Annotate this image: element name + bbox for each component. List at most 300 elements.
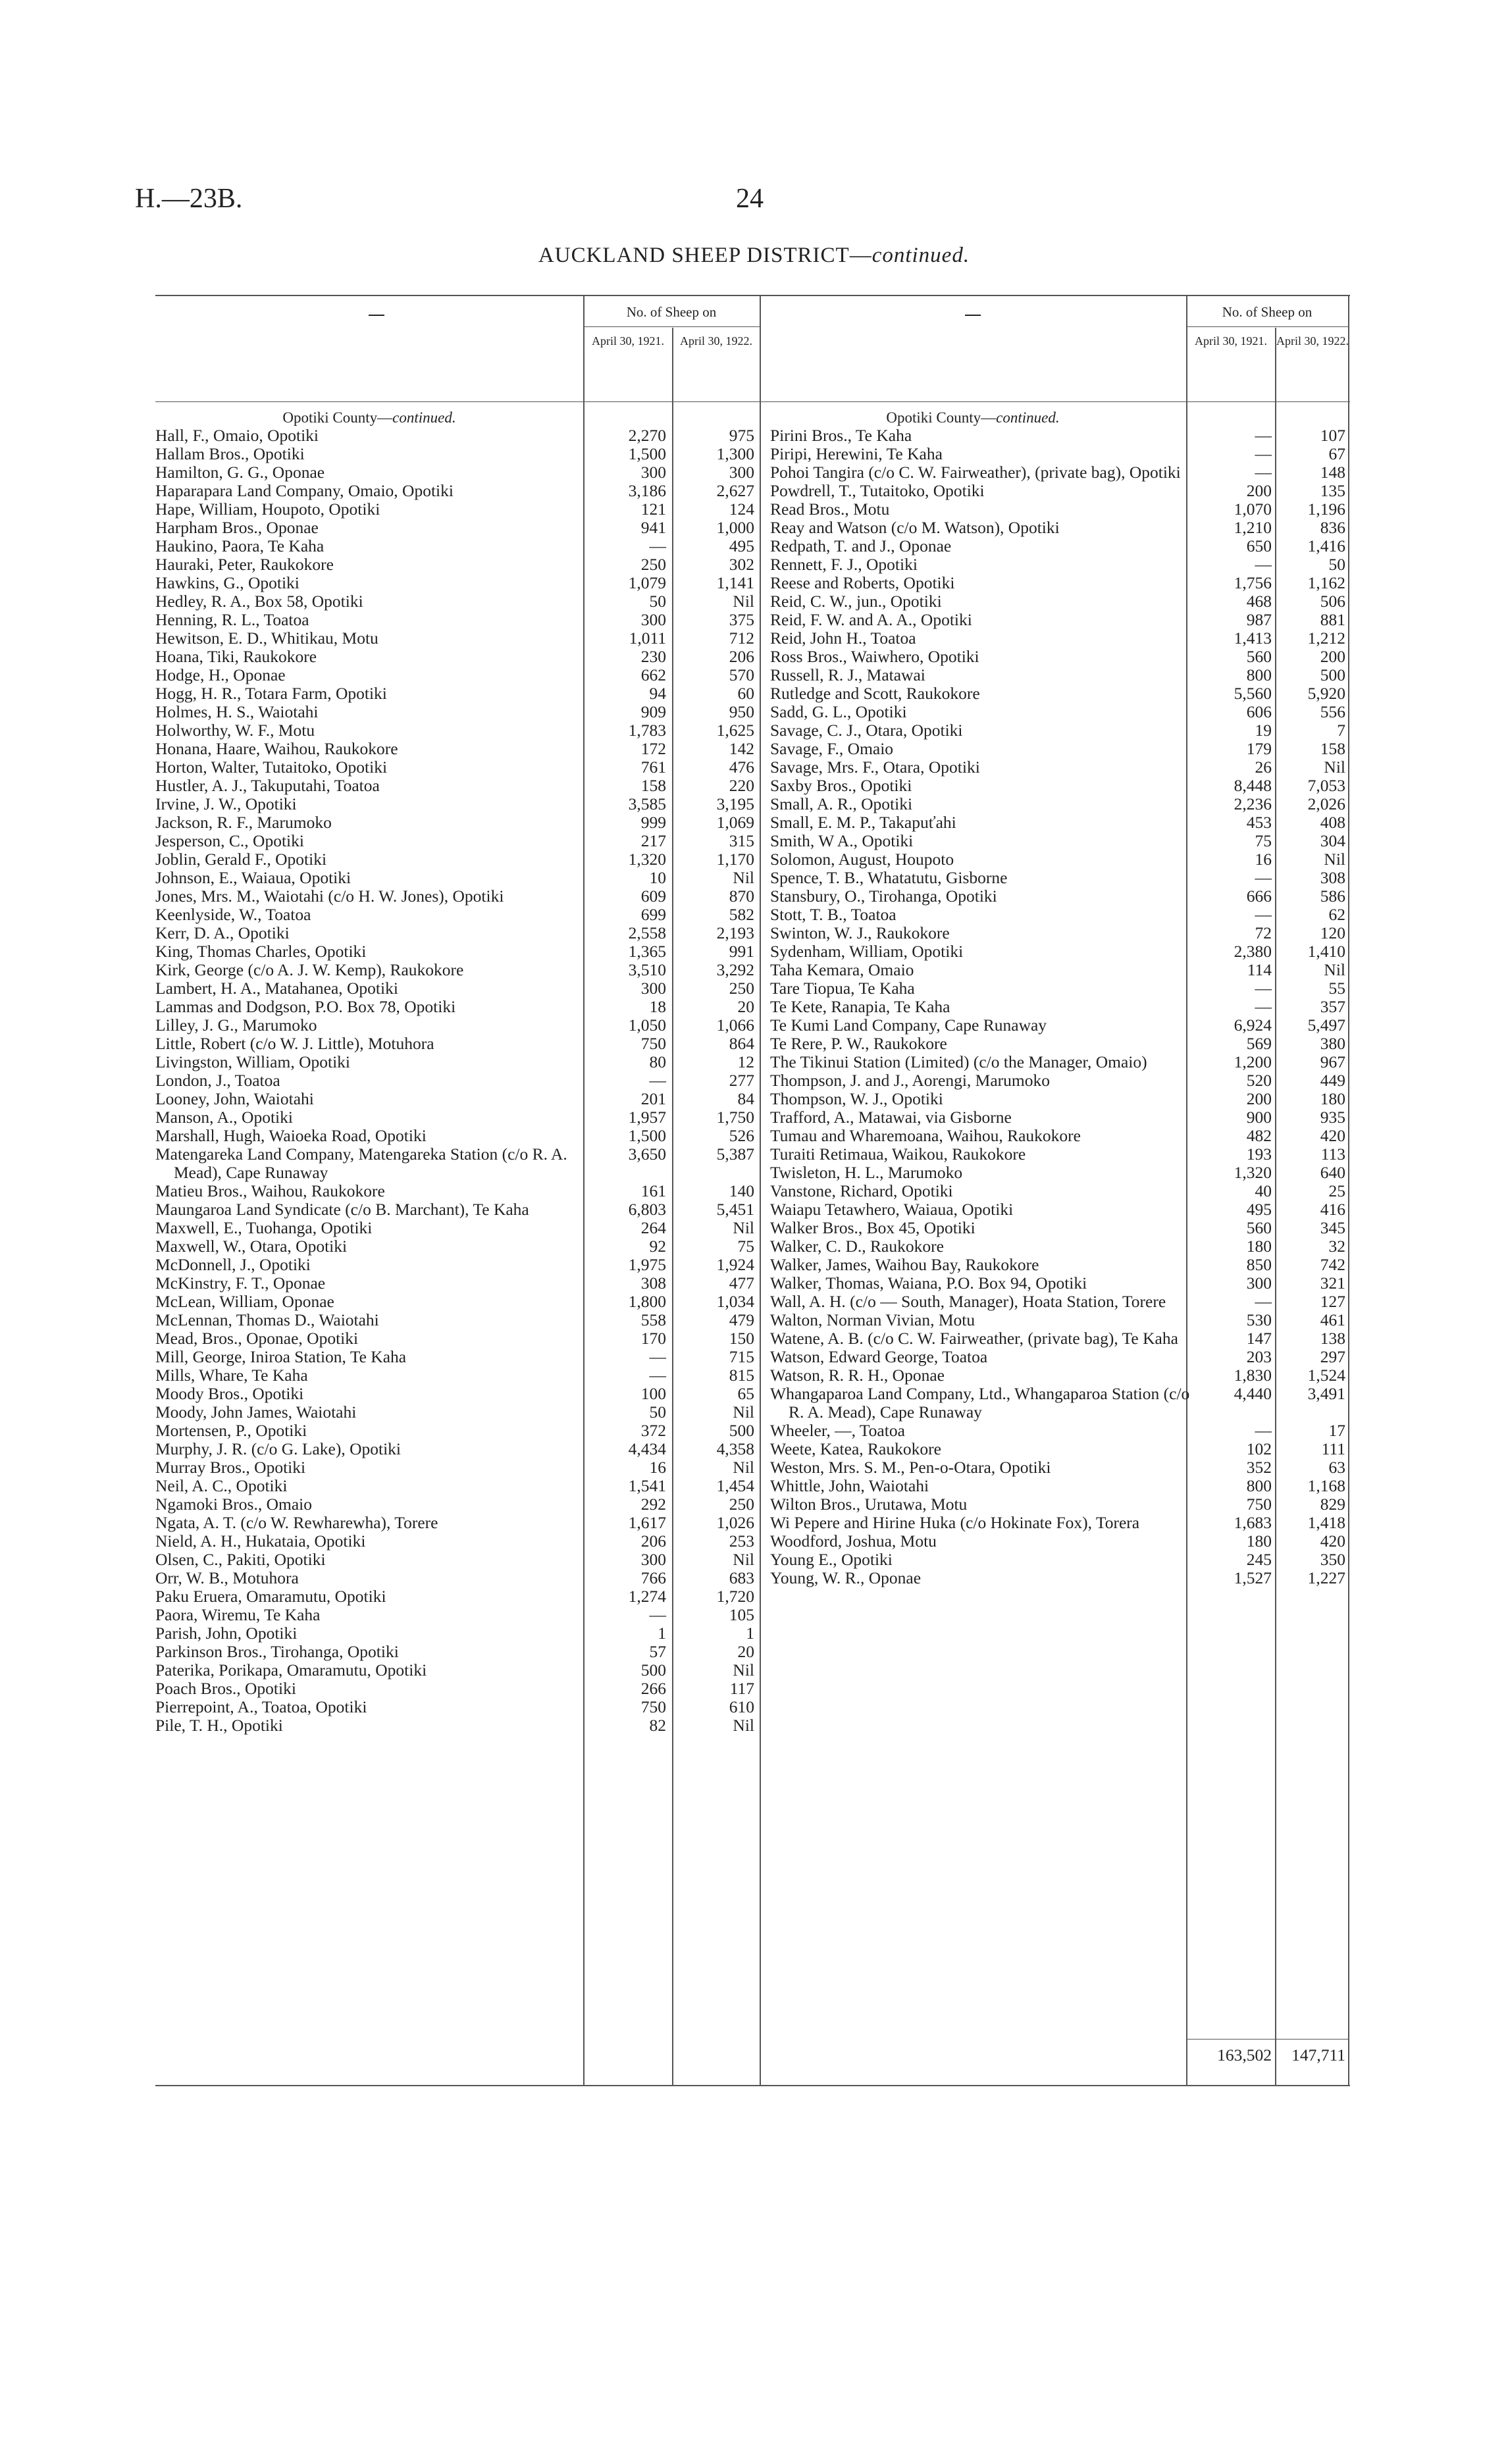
sheep-1921: 1,274 xyxy=(628,1587,666,1606)
table-row xyxy=(155,1458,760,1477)
sheep-1922: 1,454 xyxy=(716,1476,754,1495)
table-row xyxy=(155,1403,760,1422)
table-row xyxy=(770,1385,1349,1422)
sheep-1921: 2,270 xyxy=(628,426,666,445)
sheep-1922: Nil xyxy=(733,592,754,611)
sheep-1921: 200 xyxy=(1246,481,1272,500)
entry-name: Jesperson, C., Opotiki xyxy=(155,831,304,850)
sheep-1921: 500 xyxy=(640,1660,666,1680)
sheep-1922: 420 xyxy=(1320,1531,1345,1551)
entry-name: Haparapara Land Company, Omaio, Opotiki xyxy=(155,481,454,500)
table-row xyxy=(770,1182,1349,1200)
table-row xyxy=(155,666,760,684)
entry-name: Holworthy, W. F., Motu xyxy=(155,721,315,740)
table-row xyxy=(770,1311,1349,1329)
table-row xyxy=(155,445,760,463)
sheep-1922: 142 xyxy=(729,739,754,758)
sheep-1922: 556 xyxy=(1320,702,1345,721)
sheep-1921: 26 xyxy=(1255,757,1272,777)
sheep-1921: 766 xyxy=(640,1568,666,1587)
entry-name: McDonnell, J., Opotiki xyxy=(155,1255,311,1274)
table-row xyxy=(155,906,760,924)
entry-name: Tare Tiopua, Te Kaha xyxy=(770,979,915,998)
table-row xyxy=(770,426,1349,445)
entry-name: Walker, Thomas, Waiana, P.O. Box 94, Opotiki xyxy=(770,1273,1087,1293)
sheep-1922: 500 xyxy=(1320,665,1345,684)
entry-name: Watson, Edward George, Toatoa xyxy=(770,1347,988,1366)
title-continued: continued. xyxy=(871,244,970,267)
page-title xyxy=(0,244,1508,268)
sheep-1921: 1,320 xyxy=(628,850,666,869)
right-county-continued: continued. xyxy=(996,409,1060,426)
table-row xyxy=(770,777,1349,795)
sheep-1921: — xyxy=(1255,426,1272,445)
table-row xyxy=(770,869,1349,887)
sheep-1921: 80 xyxy=(649,1052,666,1071)
sheep-1922: 1,000 xyxy=(716,518,754,537)
entry-name: Redpath, T. and J., Oponae xyxy=(770,536,952,555)
entry-name: Paterika, Porikapa, Omaramutu, Opotiki xyxy=(155,1660,427,1680)
sheep-1922: 113 xyxy=(1320,1144,1345,1164)
right-header-dash xyxy=(965,315,981,316)
sheep-1922: 495 xyxy=(729,536,754,555)
sheep-1922: Nil xyxy=(733,1402,754,1422)
sheep-1921: 1 xyxy=(658,1624,666,1643)
table-row xyxy=(770,648,1349,666)
entry-name: Solomon, August, Houpoto xyxy=(770,850,954,869)
sheep-1921: 558 xyxy=(640,1310,666,1329)
table-row xyxy=(155,1256,760,1274)
table-row xyxy=(155,463,760,482)
sheep-1922: Nil xyxy=(733,1458,754,1477)
sheep-1921: 1,070 xyxy=(1234,500,1272,519)
sheep-1922: Nil xyxy=(1324,850,1345,869)
sheep-1922: 1,625 xyxy=(716,721,754,740)
table-row xyxy=(155,1422,760,1440)
table-row xyxy=(770,961,1349,979)
entry-name: Reay and Watson (c/o M. Watson), Opotiki xyxy=(770,518,1060,537)
entry-name: Haukino, Paora, Te Kaha xyxy=(155,536,325,555)
entry-name: Lilley, J. G., Marumoko xyxy=(155,1015,317,1035)
entry-name: Wilton Bros., Urutawa, Motu xyxy=(770,1495,968,1514)
sheep-1922: Nil xyxy=(1324,757,1345,777)
sheep-1921: 800 xyxy=(1246,1476,1272,1495)
sheep-1921: — xyxy=(1255,1421,1272,1440)
entry-name: Lambert, H. A., Matahanea, Opotiki xyxy=(155,979,398,998)
sheep-1921: 102 xyxy=(1246,1439,1272,1458)
sheep-1922: 63 xyxy=(1328,1458,1345,1477)
table-row xyxy=(155,500,760,519)
sheep-1921: — xyxy=(1255,868,1272,887)
sheep-1922: 1,141 xyxy=(716,573,754,592)
left-entries xyxy=(155,426,760,1735)
sheep-1922: 250 xyxy=(729,1495,754,1514)
table-row xyxy=(155,1716,760,1735)
entry-name: Whittle, John, Waiotahi xyxy=(770,1476,929,1495)
table-row xyxy=(155,1108,760,1127)
sheep-1922: 180 xyxy=(1320,1089,1345,1108)
sheep-1921: 82 xyxy=(649,1716,666,1735)
sheep-1922: 1,416 xyxy=(1307,536,1345,555)
sheep-1921: 1,541 xyxy=(628,1476,666,1495)
entry-name: Olsen, C., Pakiti, Opotiki xyxy=(155,1550,326,1569)
sheep-1922: 308 xyxy=(1320,868,1345,887)
sheep-1921: 4,434 xyxy=(628,1439,666,1458)
entry-name: McKinstry, F. T., Oponae xyxy=(155,1273,326,1293)
table-row xyxy=(770,1164,1349,1182)
table-row xyxy=(155,592,760,611)
entry-name: Rutledge and Scott, Raukokore xyxy=(770,684,980,703)
left-county-name: Opotiki County— xyxy=(282,409,393,426)
table-row xyxy=(155,1661,760,1680)
sheep-1921: 850 xyxy=(1246,1255,1272,1274)
table-row xyxy=(770,1053,1349,1071)
sheep-1922: 7 xyxy=(1337,721,1345,740)
total-1922: 147,711 xyxy=(1291,2045,1345,2065)
entry-name: Walker, James, Waihou Bay, Raukokore xyxy=(770,1255,1039,1274)
sheep-1922: 120 xyxy=(1320,923,1345,942)
sheep-1921: 180 xyxy=(1246,1237,1272,1256)
sheep-1921: 900 xyxy=(1246,1108,1272,1127)
entry-name: Jackson, R. F., Marumoko xyxy=(155,813,332,832)
entry-name: Moody Bros., Opotiki xyxy=(155,1384,304,1403)
sheep-1922: 1,168 xyxy=(1307,1476,1345,1495)
entry-name: Pile, T. H., Opotiki xyxy=(155,1716,283,1735)
sheep-1922: 20 xyxy=(737,1642,754,1661)
entry-name: Little, Robert (c/o W. J. Little), Motuhora xyxy=(155,1034,434,1053)
table-bottom-rule xyxy=(155,2085,1350,2086)
table-row xyxy=(770,592,1349,611)
sheep-1922: 1,720 xyxy=(716,1587,754,1606)
table-row xyxy=(770,721,1349,740)
sheep-1921: 1,527 xyxy=(1234,1568,1272,1587)
sheep-1922: 1,026 xyxy=(716,1513,754,1532)
entry-name: Livingston, William, Opotiki xyxy=(155,1052,351,1071)
table-row xyxy=(155,1237,760,1256)
sheep-1921: 3,650 xyxy=(628,1144,666,1164)
sheep-1922: 117 xyxy=(729,1679,754,1698)
entry-name: Jones, Mrs. M., Waiotahi (c/o H. W. Jones), Opotiki xyxy=(155,886,504,906)
sheep-1921: — xyxy=(649,1366,666,1385)
table-row xyxy=(770,795,1349,813)
table-row xyxy=(155,887,760,906)
sheep-1921: 800 xyxy=(1246,665,1272,684)
table-row xyxy=(770,703,1349,721)
sheep-1922: 1,066 xyxy=(716,1015,754,1035)
sheep-1922: Nil xyxy=(1324,960,1345,979)
entry-name: Mills, Whare, Te Kaha xyxy=(155,1366,308,1385)
table-row xyxy=(770,629,1349,648)
table-row xyxy=(155,813,760,832)
entry-name: Wall, A. H. (c/o — South, Manager), Hoata Station, Torere xyxy=(770,1292,1166,1311)
sheep-1922: 2,193 xyxy=(716,923,754,942)
entry-name: King, Thomas Charles, Opotiki xyxy=(155,942,367,961)
sheep-1921: 1,210 xyxy=(1234,518,1272,537)
entry-name: Matieu Bros., Waihou, Raukokore xyxy=(155,1181,385,1200)
sheep-1922: 206 xyxy=(729,647,754,666)
sheep-1921: 495 xyxy=(1246,1200,1272,1219)
entry-name: Mortensen, P., Opotiki xyxy=(155,1421,307,1440)
entry-name: Pierrepoint, A., Toatoa, Opotiki xyxy=(155,1697,367,1716)
sheep-1922: 640 xyxy=(1320,1163,1345,1182)
table-row xyxy=(155,574,760,592)
table-row xyxy=(155,1071,760,1090)
entry-name: Thompson, J. and J., Aorengi, Marumoko xyxy=(770,1071,1050,1090)
entry-name: Honana, Haare, Waihou, Raukokore xyxy=(155,739,398,758)
sheep-1922: 991 xyxy=(729,942,754,961)
table-row xyxy=(770,1035,1349,1053)
table-row xyxy=(155,1698,760,1716)
entry-name: Tumau and Wharemoana, Waihou, Raukokore xyxy=(770,1126,1081,1145)
entry-name: Trafford, A., Matawai, via Gisborne xyxy=(770,1108,1012,1127)
sheep-1922: 479 xyxy=(729,1310,754,1329)
entry-name: Savage, C. J., Otara, Opotiki xyxy=(770,721,963,740)
page-number: 24 xyxy=(736,184,764,214)
sheep-1921: 200 xyxy=(1246,1089,1272,1108)
entry-name: Murphy, J. R. (c/o G. Lake), Opotiki xyxy=(155,1439,401,1458)
entry-name: Parish, John, Opotiki xyxy=(155,1624,298,1643)
table-row xyxy=(770,537,1349,555)
sheep-1921: 72 xyxy=(1255,923,1272,942)
sheep-1922: Nil xyxy=(733,1660,754,1680)
table-row xyxy=(155,1643,760,1661)
table-row xyxy=(155,832,760,850)
sheep-1921: 560 xyxy=(1246,647,1272,666)
sheep-1921: 193 xyxy=(1246,1144,1272,1164)
sheep-1922: 200 xyxy=(1320,647,1345,666)
table-row xyxy=(770,1551,1349,1569)
entry-name: Hallam Bros., Opotiki xyxy=(155,444,305,463)
sheep-1922: 300 xyxy=(729,463,754,482)
sheep-1921: 1,957 xyxy=(628,1108,666,1127)
sheep-1921: 1,079 xyxy=(628,573,666,592)
sheep-1921: 750 xyxy=(640,1034,666,1053)
entry-name: Hustler, A. J., Takuputahi, Toatoa xyxy=(155,776,380,795)
entry-name: Ngamoki Bros., Omaio xyxy=(155,1495,312,1514)
sheep-1922: 158 xyxy=(1320,739,1345,758)
sheep-1922: 1 xyxy=(746,1624,754,1643)
sheep-1922: 408 xyxy=(1320,813,1345,832)
sheep-1921: 666 xyxy=(1246,886,1272,906)
table-row xyxy=(770,500,1349,519)
table-row xyxy=(155,979,760,998)
table-row xyxy=(770,1458,1349,1477)
entry-name: Small, A. R., Opotiki xyxy=(770,794,913,813)
table-row xyxy=(155,703,760,721)
table-row xyxy=(155,1016,760,1035)
table-row xyxy=(770,942,1349,961)
sheep-1921: — xyxy=(649,536,666,555)
entry-name: Te Kumi Land Company, Cape Runaway xyxy=(770,1015,1047,1035)
sheep-1921: 468 xyxy=(1246,592,1272,611)
sheep-1921: 4,440 xyxy=(1234,1384,1272,1403)
sheep-1921: 609 xyxy=(640,886,666,906)
table-row xyxy=(155,684,760,703)
right-subheader-rule xyxy=(1186,326,1349,327)
sheep-1922: 1,924 xyxy=(716,1255,754,1274)
sheep-1921: 10 xyxy=(649,868,666,887)
entry-name: London, J., Toatoa xyxy=(155,1071,280,1090)
sheep-1922: 586 xyxy=(1320,886,1345,906)
sheep-1921: 5,560 xyxy=(1234,684,1272,703)
table-row xyxy=(155,758,760,777)
table-row xyxy=(770,1532,1349,1551)
center-divider xyxy=(760,295,761,2085)
table-row xyxy=(155,1606,760,1624)
left-col1-header: April 30, 1921. xyxy=(592,334,664,347)
sheep-1921: 482 xyxy=(1246,1126,1272,1145)
table-row xyxy=(155,1311,760,1329)
sheep-1922: 2,026 xyxy=(1307,794,1345,813)
entry-name: Reid, F. W. and A. A., Opotiki xyxy=(770,610,972,629)
sheep-1922: 3,195 xyxy=(716,794,754,813)
sheep-1921: 308 xyxy=(640,1273,666,1293)
entry-name: Ngata, A. T. (c/o W. Rewharewha), Torere xyxy=(155,1513,438,1532)
entry-name: Pohoi Tangira (c/o C. W. Fairweather), (private bag), Opotiki xyxy=(770,463,1181,482)
table-row xyxy=(770,1145,1349,1164)
entry-name: The Tikinui Station (Limited) (c/o the Manager, Omaio) xyxy=(770,1052,1147,1071)
sheep-1921: 941 xyxy=(640,518,666,537)
entry-name: Ross Bros., Waiwhero, Opotiki xyxy=(770,647,979,666)
entry-name: Weete, Katea, Raukokore xyxy=(770,1439,941,1458)
table-row xyxy=(155,1477,760,1495)
table-row xyxy=(155,1182,760,1200)
sheep-1922: 461 xyxy=(1320,1310,1345,1329)
entry-name: Holmes, H. S., Waiotahi xyxy=(155,702,319,721)
sheep-1921: — xyxy=(649,1347,666,1366)
table-row xyxy=(770,1495,1349,1514)
sheep-1921: 57 xyxy=(649,1642,666,1661)
table-row xyxy=(155,795,760,813)
sheep-1921: 750 xyxy=(640,1697,666,1716)
entry-name: Savage, Mrs. F., Otara, Opotiki xyxy=(770,757,980,777)
sheep-1922: 7,053 xyxy=(1307,776,1345,795)
table-row xyxy=(155,1624,760,1643)
entry-name: Savage, F., Omaio xyxy=(770,739,894,758)
right-sheep-header: No. of Sheep on xyxy=(1222,304,1313,320)
sheep-1921: 172 xyxy=(640,739,666,758)
table-row xyxy=(155,1495,760,1514)
table-row xyxy=(770,1090,1349,1108)
entry-name: Pirini Bros., Te Kaha xyxy=(770,426,912,445)
entry-name: Te Kete, Ranapia, Te Kaha xyxy=(770,997,950,1016)
entry-name: Mead, Bros., Oponae, Opotiki xyxy=(155,1329,359,1348)
table-row xyxy=(770,1569,1349,1587)
entry-name: Kerr, D. A., Opotiki xyxy=(155,923,290,942)
sheep-1921: 179 xyxy=(1246,739,1272,758)
sheep-1922: 975 xyxy=(729,426,754,445)
sheep-1922: 107 xyxy=(1320,426,1345,445)
sheep-1921: 50 xyxy=(649,1402,666,1422)
left-col2-header: April 30, 1922. xyxy=(680,334,752,347)
left-header-dash xyxy=(369,315,384,316)
sheep-1921: 453 xyxy=(1246,813,1272,832)
sheep-1922: 302 xyxy=(729,555,754,574)
sheep-1921: 300 xyxy=(640,463,666,482)
entry-name: Hodge, H., Oponae xyxy=(155,665,286,684)
sheep-1922: 350 xyxy=(1320,1550,1345,1569)
table-row xyxy=(155,1440,760,1458)
entry-name: Wi Pepere and Hirine Huka (c/o Hokinate Fox), Torera xyxy=(770,1513,1140,1532)
table-row xyxy=(155,1385,760,1403)
total-rule xyxy=(1186,2039,1349,2040)
table-row xyxy=(770,979,1349,998)
left-sheep-header: No. of Sheep on xyxy=(626,304,717,320)
sheep-1921: — xyxy=(1255,444,1272,463)
table-row xyxy=(155,869,760,887)
sheep-1922: Nil xyxy=(733,1550,754,1569)
sheep-1921: 147 xyxy=(1246,1329,1272,1348)
title-main: AUCKLAND SHEEP DISTRICT— xyxy=(538,244,872,267)
sheep-1921: 352 xyxy=(1246,1458,1272,1477)
entry-name: Harpham Bros., Oponae xyxy=(155,518,319,537)
table-row xyxy=(155,1587,760,1606)
sheep-1922: 148 xyxy=(1320,463,1345,482)
sheep-1922: 12 xyxy=(737,1052,754,1071)
entry-name: Whangaparoa Land Company, Ltd., Whangaparoa Station (c/o R. A. Mead), Cape Runaway xyxy=(770,1384,1190,1422)
sheep-1922: 138 xyxy=(1320,1329,1345,1348)
entry-name: Saxby Bros., Opotiki xyxy=(770,776,912,795)
entry-name: Irvine, J. W., Opotiki xyxy=(155,794,297,813)
entry-name: Walker, C. D., Raukokore xyxy=(770,1237,944,1256)
table-row xyxy=(770,813,1349,832)
table-row xyxy=(155,740,760,758)
table-row xyxy=(155,555,760,574)
sheep-1922: 220 xyxy=(729,776,754,795)
entry-name: Young, W. R., Oponae xyxy=(770,1568,922,1587)
sheep-1921: — xyxy=(1255,555,1272,574)
sheep-1922: 124 xyxy=(729,500,754,519)
table-row xyxy=(155,519,760,537)
table-row xyxy=(155,1514,760,1532)
sheep-1921: 1,830 xyxy=(1234,1366,1272,1385)
sheep-1921: 40 xyxy=(1255,1181,1272,1200)
table-row xyxy=(155,1127,760,1145)
table-row xyxy=(770,555,1349,574)
report-reference: H.—23B. xyxy=(135,184,243,214)
entry-name: Neil, A. C., Opotiki xyxy=(155,1476,288,1495)
entry-name: Hawkins, G., Opotiki xyxy=(155,573,299,592)
sheep-1922: 815 xyxy=(729,1366,754,1385)
sheep-1921: 203 xyxy=(1246,1347,1272,1366)
sheep-1922: 253 xyxy=(729,1531,754,1551)
table-row xyxy=(155,1219,760,1237)
right-entries xyxy=(770,426,1349,1587)
sheep-1921: 650 xyxy=(1246,536,1272,555)
sheep-1921: — xyxy=(1255,905,1272,924)
table-row xyxy=(770,1422,1349,1440)
table-row xyxy=(155,426,760,445)
entry-name: Henning, R. L., Toatoa xyxy=(155,610,309,629)
sheep-1922: 477 xyxy=(729,1273,754,1293)
entry-name: Hogg, H. R., Totara Farm, Opotiki xyxy=(155,684,387,703)
sheep-1921: 170 xyxy=(640,1329,666,1348)
sheep-1921: 121 xyxy=(640,500,666,519)
sheep-1921: 264 xyxy=(640,1218,666,1237)
entry-name: Swinton, W. J., Raukokore xyxy=(770,923,950,942)
sheep-1922: 315 xyxy=(729,831,754,850)
table-row xyxy=(770,1348,1349,1366)
sheep-1922: 111 xyxy=(1321,1439,1345,1458)
sheep-1922: 65 xyxy=(737,1384,754,1403)
entry-name: Maxwell, W., Otara, Opotiki xyxy=(155,1237,348,1256)
sheep-1921: 761 xyxy=(640,757,666,777)
sheep-1921: — xyxy=(649,1605,666,1624)
sheep-1922: 1,034 xyxy=(716,1292,754,1311)
entry-name: Paku Eruera, Omaramutu, Opotiki xyxy=(155,1587,386,1606)
sheep-1922: 416 xyxy=(1320,1200,1345,1219)
table-row xyxy=(155,537,760,555)
